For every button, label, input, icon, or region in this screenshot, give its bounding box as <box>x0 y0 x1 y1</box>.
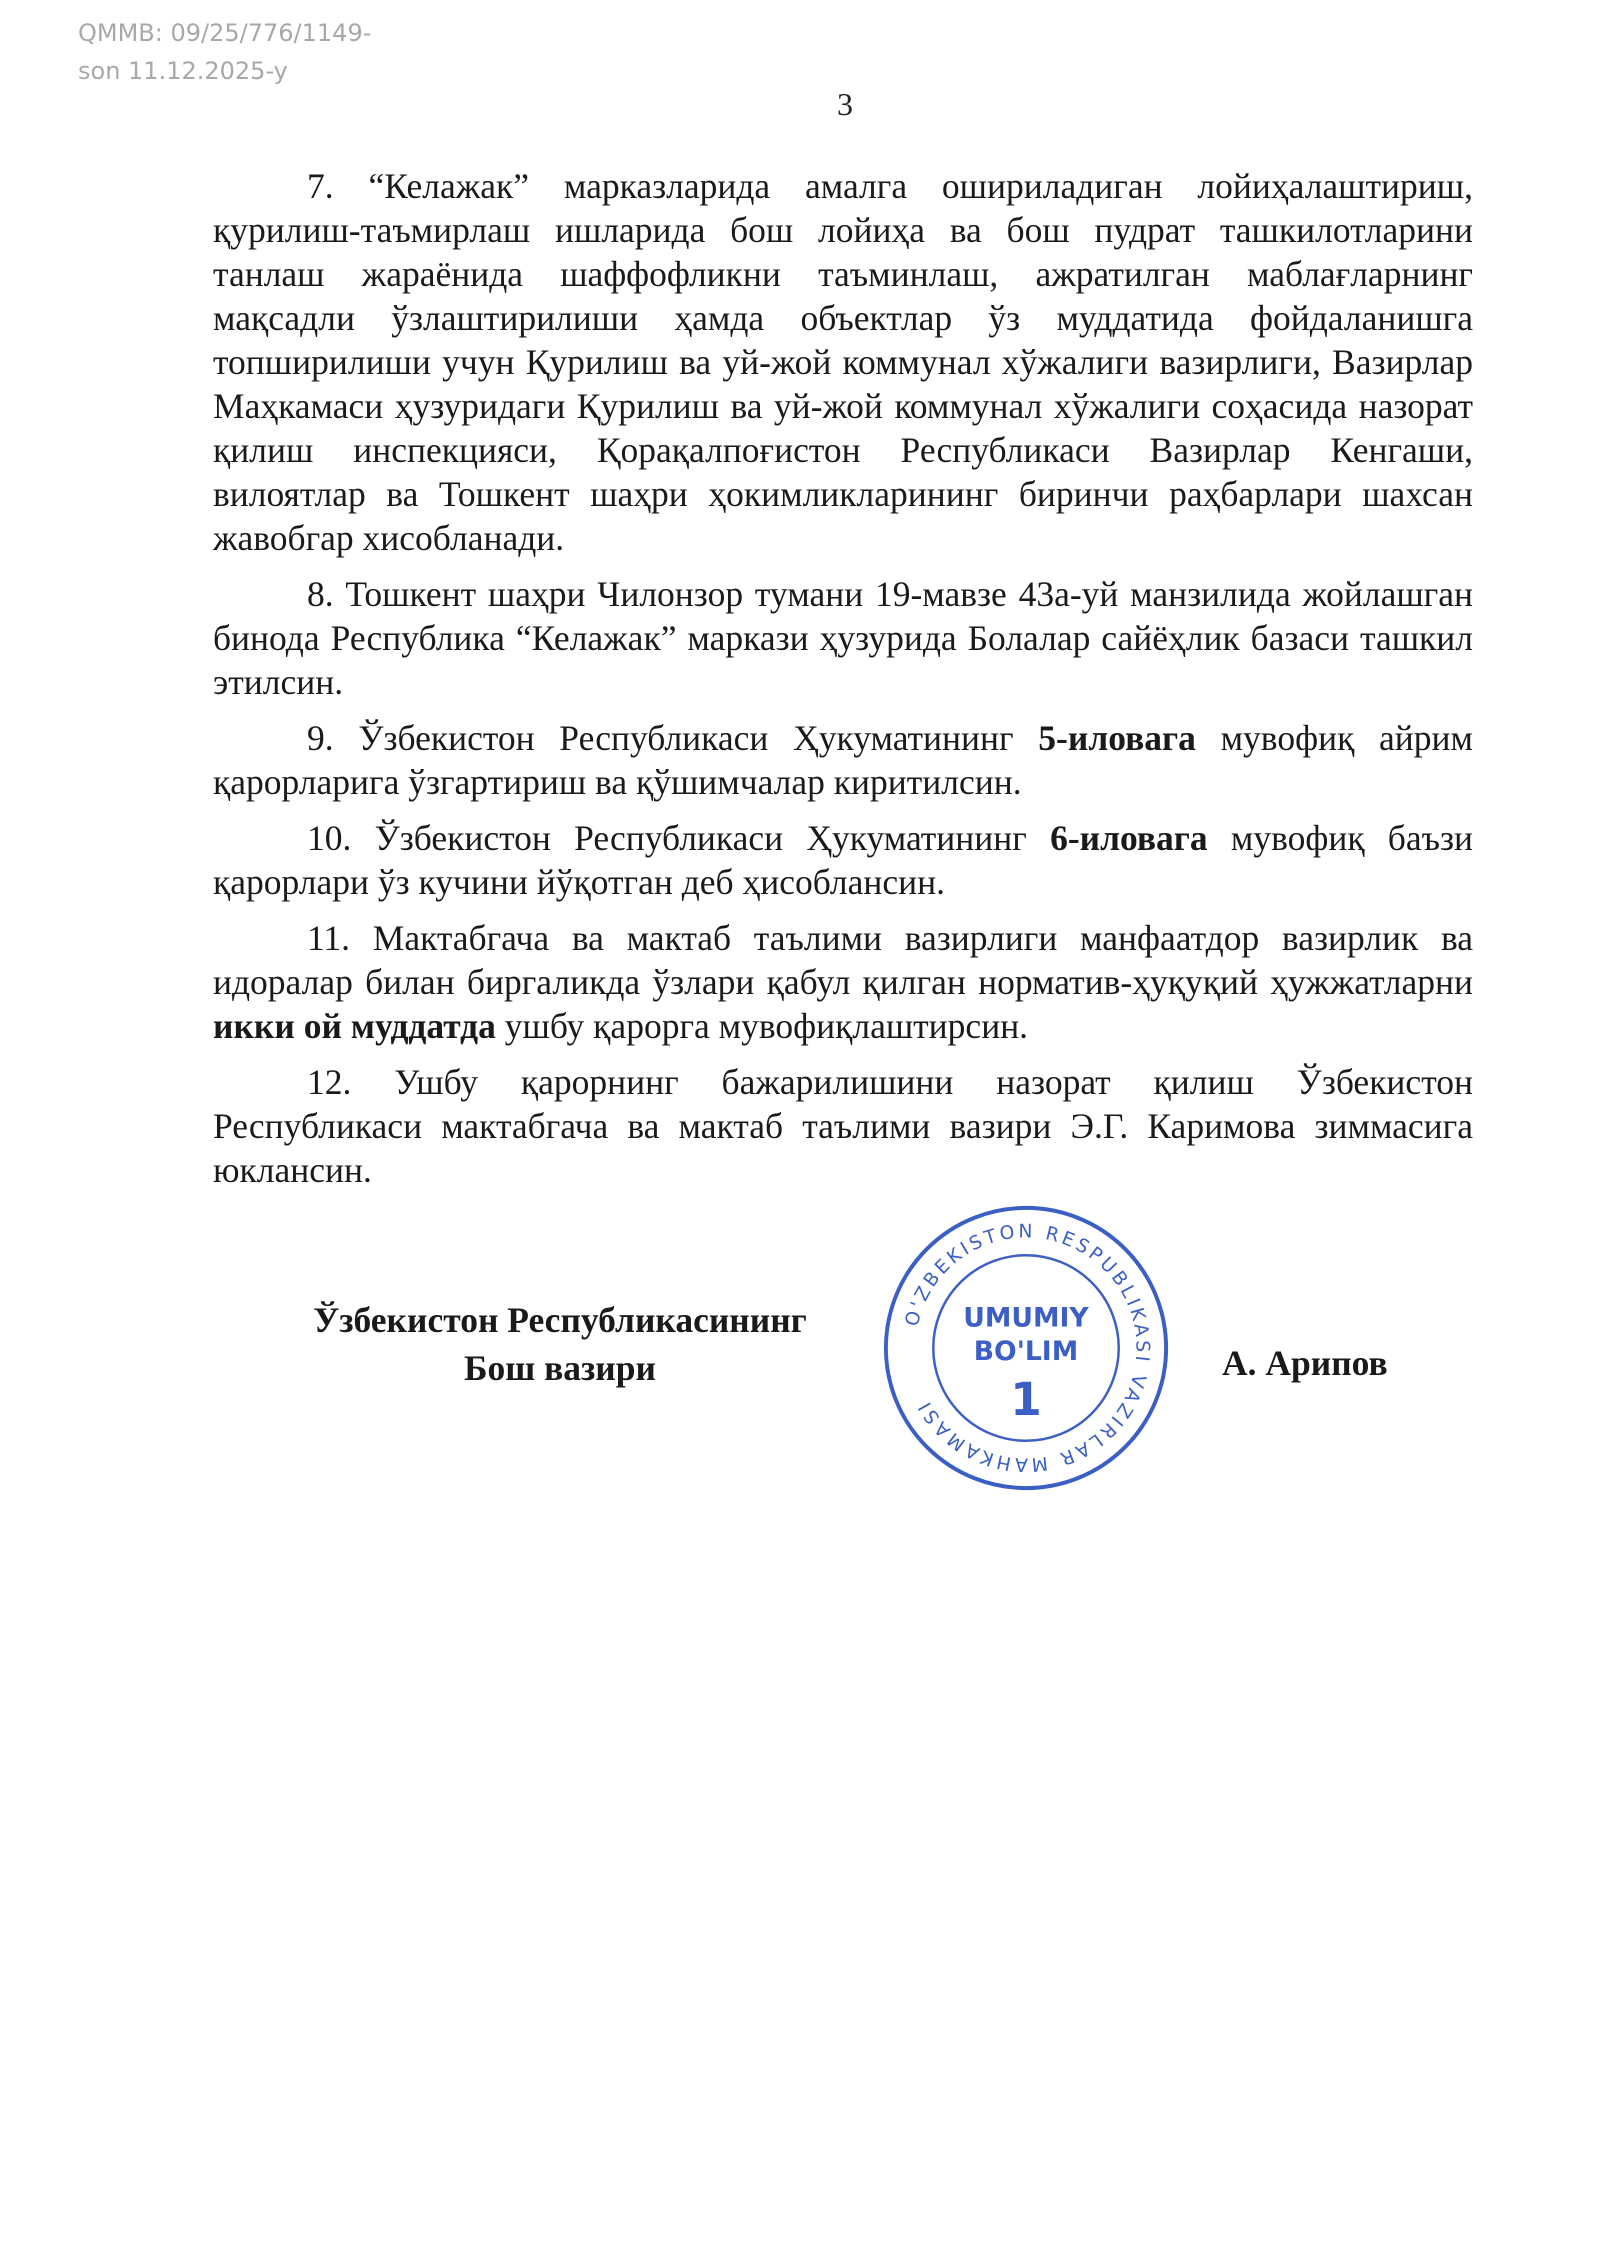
signatory-title <box>290 1296 830 1392</box>
registry-line-1: QMMB: 09/25/776/1149- <box>78 19 372 47</box>
document-body <box>213 164 1473 1204</box>
paragraph-12: 12. Ушбу қарорнинг бажарилишини назорат қилиш Ўзбекистон Республикаси мактабгача ва мактаб таълими вазири Э.Г. Каримова зиммасига юклансин. <box>213 1062 1473 1190</box>
registry-stamp-text <box>78 14 371 90</box>
paragraph-11-text: 11. Мактабгача ва мактаб таълими вазирлиги манфаатдор вазирлик ва идоралар билан биргаликда ўзлари қабул қилган норматив-ҳуқуқий ҳужжатларни <box>213 918 1473 1002</box>
paragraph-10 <box>213 816 1473 904</box>
signatory-title-line-1: Ўзбекистон Республикасининг <box>313 1300 807 1340</box>
paragraph-8: 8. Тошкент шаҳри Чилонзор тумани 19-мавзе 43а-уй манзилида жойлашган бинода Республика “Келажак” маркази ҳузурида Болалар сайёҳлик базаси ташкил этилсин. <box>213 574 1473 702</box>
seal-ring-textpath: O'ZBEKISTON RESPUBLIKASI VAZIRLAR MAHKAMASI <box>901 1221 1153 1475</box>
official-seal <box>878 1200 1174 1496</box>
paragraph-9-emphasis: 5-иловага <box>1038 718 1196 758</box>
paragraph-11-rest: ушбу қарорга мувофиқлаштирсин. <box>495 1006 1029 1046</box>
paragraph-9 <box>213 716 1473 804</box>
paragraph-10-emphasis: 6-иловага <box>1050 818 1208 858</box>
paragraph-10-text: 10. Ўзбекистон Республикаси Ҳукуматининг <box>307 818 1051 858</box>
page-number: 3 <box>837 86 853 122</box>
signatory-title-line-2: Бош вазири <box>464 1348 656 1388</box>
seal-center-line-2: BO'LIM <box>973 1335 1079 1367</box>
paragraph-7: 7. “Келажак” марказларида амалга ошириладиган лойиҳалаштириш, қурилиш-таъмирлаш ишларида бош лойиҳа ва бош пудрат ташкилотларини танлаш жараёнида шаффофликни таъминлаш, ажратилган маблағларнинг мақсадли ўзлаштирилиши ҳамда объектлар ўз муддатида фойдаланишга топширилиши учун Қурилиш ва уй-жой коммунал хўжалиги вазирлиги, Вазирлар Маҳкамаси ҳузуридаги Қурилиш ва уй-жой коммунал хўжалиги соҳасида назорат қилиш инспекцияси, Қорақалпоғистон Республикаси Вазирлар Кенгаши, вилоятлар ва Тошкент шаҳри ҳокимликларининг биринчи раҳбарлари шахсан жавобгар хисобланади. <box>213 166 1473 558</box>
paragraph-9-text: 9. Ўзбекистон Республикаси Ҳукуматининг <box>307 718 1039 758</box>
seal-center-number: 1 <box>1010 1373 1042 1427</box>
paragraph-9-rest: мувофиқ айрим қарорларига ўзгартириш ва қўшимчалар киритилсин. <box>213 718 1473 802</box>
signatory-name: А. Арипов <box>1222 1343 1388 1383</box>
paragraph-10-rest: мувофиқ баъзи қарорлари ўз кучини йўқотган деб ҳисоблансин. <box>213 818 1473 902</box>
seal-center-line-1: UMUMIY <box>963 1302 1089 1334</box>
paragraph-11-emphasis: икки ой муддатда <box>213 1006 496 1046</box>
registry-line-2: son 11.12.2025-y <box>78 57 288 85</box>
paragraph-11 <box>213 916 1473 1048</box>
